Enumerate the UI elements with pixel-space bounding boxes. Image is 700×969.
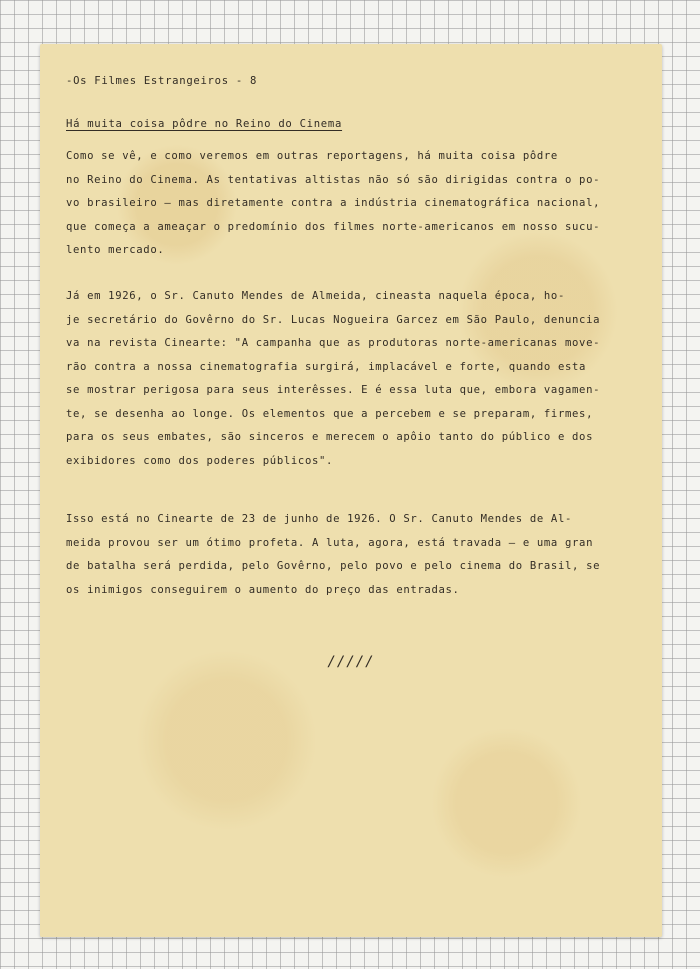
paragraph-line: para os seus embates, são sinceros e merecem o apôio tanto do público e dos — [66, 431, 594, 443]
section-title: Há muita coisa pôdre no Reino do Cinema — [66, 118, 343, 130]
paragraph-3 — [66, 508, 646, 602]
paragraph-2 — [66, 285, 646, 473]
paragraph-line: que começa a ameaçar o predomínio dos filmes norte-americanos em nosso sucu- — [66, 220, 601, 233]
paragraph-line: Como se vê, e como veremos em outras reportagens, há muita coisa pôdre — [66, 150, 558, 162]
paragraph-1 — [66, 145, 646, 263]
paragraph-line: Isso está no Cinearte de 23 de junho de 1926. O Sr. Canuto Mendes de Al- — [66, 513, 573, 525]
paragraph-line: meida provou ser um ótimo profeta. A luta, agora, está travada — e uma gran — [66, 536, 594, 549]
paragraph-line: lento mercado. — [66, 244, 165, 256]
paragraph-line: vo brasileiro — mas diretamente contra a indústria cinematográfica nacional, — [66, 197, 601, 209]
paragraph-line: se mostrar perigosa para seus interêsses. E é essa luta que, embora vagamen- — [66, 384, 601, 396]
paragraph-line: Já em 1926, o Sr. Canuto Mendes de Almeida, cineasta naquela época, ho- — [66, 290, 565, 302]
typed-page — [40, 44, 662, 937]
paragraph-line: os inimigos conseguirem o aumento do preço das entradas. — [66, 583, 460, 596]
end-mark: ///// — [327, 654, 375, 670]
paragraph-line: te, se desenha ao longe. Os elementos que a percebem e se preparam, firmes, — [66, 407, 594, 420]
paragraph-line: no Reino do Cinema. As tentativas altistas não só são dirigidas contra o po- — [66, 173, 601, 186]
page-header: -Os Filmes Estrangeiros - 8 — [66, 75, 258, 87]
paragraph-line: exibidores como dos poderes públicos". — [66, 454, 334, 467]
paragraph-line: va na revista Cinearte: "A campanha que as produtoras norte-americanas move- — [66, 337, 601, 349]
paragraph-line: rão contra a nossa cinematografia surgirá, implacável e forte, quando esta — [66, 360, 587, 373]
paragraph-line: de batalha será perdida, pelo Govêrno, pelo povo e pelo cinema do Brasil, se — [66, 560, 601, 572]
paragraph-line: je secretário do Govêrno do Sr. Lucas Nogueira Garcez em São Paulo, denuncia — [66, 313, 601, 326]
